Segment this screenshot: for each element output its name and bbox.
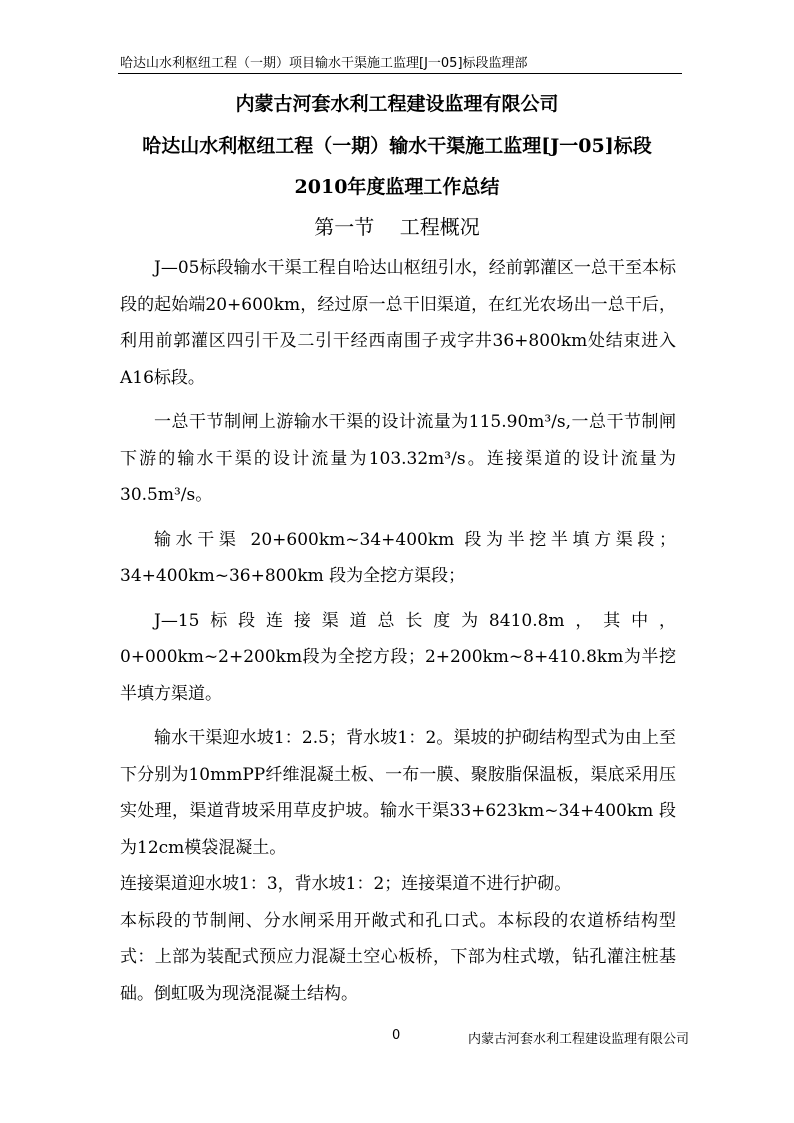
company-title: 内蒙古河套水利工程建设监理有限公司 — [235, 93, 559, 115]
paragraph-sections: 输水干渠 20+600km~34+400km 段为半挖半填方渠段；34+400km~36+800km 段为全挖方渠段； — [120, 529, 676, 586]
page-number: 0 — [392, 1028, 401, 1043]
paragraph-overview: J—05标段输水干渠工程自哈达山枢纽引水，经前郭灌区一总干至本标段的起始端20+600km，经过原一总干旧渠道，在红光农场出一总干后，利用前郭灌区四引干及二引干经西南围子戎字井36+800km处结束进入A16标段。 — [120, 258, 676, 388]
project-title: 哈达山水利枢纽工程（一期）输水干渠施工监理[J一05]标段 — [142, 135, 652, 157]
header-divider — [118, 73, 682, 74]
paragraph-structures: 本标段的节制闸、分水闸采用开敞式和孔口式。本标段的农道桥结构型式：上部为装配式预应力混凝土空心板桥，下部为柱式墩，钻孔灌注桩基础。倒虹吸为现浇混凝土结构。 — [120, 910, 676, 1004]
footer-organization: 内蒙古河套水利工程建设监理有限公司 — [468, 1032, 690, 1047]
report-title: 2010年度监理工作总结 — [294, 176, 500, 198]
paragraph-flow: 一总干节制闸上游输水干渠的设计流量为115.90m³/s,一总干节制闸下游的输水干渠的设计流量为103.32m³/s。连接渠道的设计流量为30.5m³/s。 — [120, 412, 676, 505]
paragraph-connecting-slopes: 连接渠道迎水坡1：3，背水坡1：2；连接渠道不进行护砌。 — [120, 874, 572, 894]
paragraph-connecting-channel: J—15标段连接渠道总长度为8410.8m，其中，0+000km~2+200km段为全挖方段；2+200km~8+410.8km为半挖半填方渠道。 — [120, 610, 676, 704]
running-header: 哈达山水利枢纽工程（一期）项目输水干渠施工监理[J一05]标段监理部 — [120, 56, 528, 71]
section-heading: 第一节 工程概况 — [314, 215, 480, 239]
paragraph-slopes: 输水干渠迎水坡1：2.5；背水坡1：2。渠坡的护砌结构型式为由上至下分别为10mmPP纤维混凝土板、一布一膜、聚胺脂保温板，渠底采用压实处理，渠道背坡采用草皮护坡。输水干渠33+623km~34+400km 段为12cm模袋混凝土。 — [120, 728, 676, 858]
body-text — [120, 250, 676, 1012]
